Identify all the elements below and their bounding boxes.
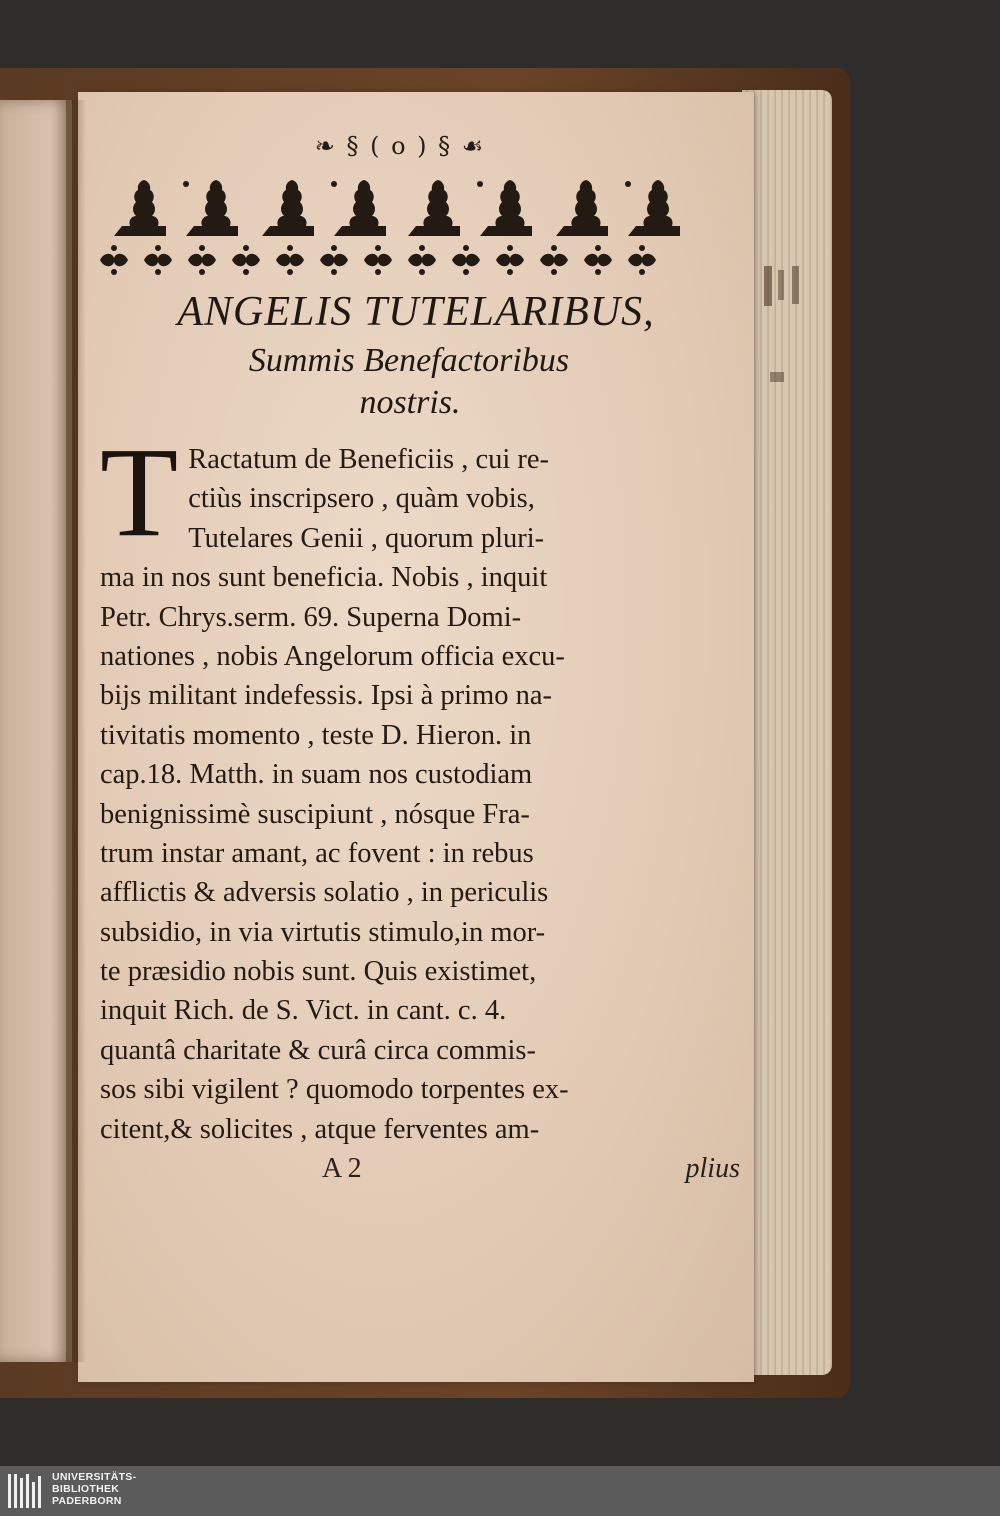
text-line: ma in nos sunt beneficia. Nobis , inquit xyxy=(100,562,548,594)
catchword: plius xyxy=(685,1153,740,1185)
dedication-title: ANGELIS TUTELARIBUS, xyxy=(177,289,655,335)
text-line: quantâ charitate & curâ circa commis- xyxy=(100,1034,536,1066)
text-line: te præsidio nobis sunt. Quis existimet, xyxy=(100,956,537,988)
page-gutter-shadow xyxy=(66,100,86,1362)
left-page-edge xyxy=(0,100,72,1362)
text-line: inquit Rich. de S. Vict. in cant. c. 4. xyxy=(100,995,507,1027)
text-line: benignissimè suscipiunt , nósque Fra- xyxy=(100,798,530,830)
logo-line: BIBLIOTHEK xyxy=(52,1483,120,1495)
text-line: nationes , nobis Angelorum officia excu- xyxy=(100,640,565,672)
text-line: trum instar amant, ac fovent : in rebus xyxy=(100,837,534,869)
book-page xyxy=(78,92,754,1382)
text-line: Ractatum de Beneficiis , cui re- xyxy=(188,444,550,475)
text-line: citent,& solicites , atque ferventes am- xyxy=(100,1113,540,1145)
logo-line: UNIVERSITÄTS- xyxy=(52,1471,137,1483)
signature-mark: A 2 xyxy=(322,1153,362,1185)
text-line: Petr. Chrys.serm. 69. Superna Domi- xyxy=(100,601,522,633)
bleed-through-marks xyxy=(762,262,822,412)
page-foot xyxy=(100,1153,740,1193)
text-line: afflictis & adversis solatio , in periculis xyxy=(100,877,549,909)
text-line: tivitatis momento , teste D. Hieron. in xyxy=(100,719,532,751)
dedication-subtitle: Summis Benefactoribus xyxy=(248,342,570,379)
library-logo-icon xyxy=(8,1474,46,1508)
page-number: ❧ § ( o ) § ☙ xyxy=(314,132,486,160)
text-line: bijs militant indefessis. Ipsi à primo na- xyxy=(100,680,552,712)
ornament-palmettes xyxy=(94,170,694,240)
dedication xyxy=(100,288,740,422)
text-line: Tutelares Genii , quorum pluri- xyxy=(188,522,545,554)
ornament-fleuron-band xyxy=(94,242,694,278)
text-line: subsidio, in via virtutis stimulo,in mor- xyxy=(100,916,546,948)
body-text xyxy=(100,421,740,1149)
drop-cap: T xyxy=(100,421,179,563)
library-footer xyxy=(0,1466,1000,1516)
logo-line: PADERBORN xyxy=(52,1495,122,1507)
text-line: cap.18. Matth. in suam nos custodiam xyxy=(100,759,533,791)
text-line: sos sibi vigilent ? quomodo torpentes ex- xyxy=(100,1074,569,1106)
page-content xyxy=(100,132,740,1193)
text-line: ctiùs inscripsero , quàm vobis, xyxy=(188,483,535,515)
dedication-subtitle-2: nostris. xyxy=(359,384,461,421)
library-logo-text xyxy=(52,1471,136,1507)
